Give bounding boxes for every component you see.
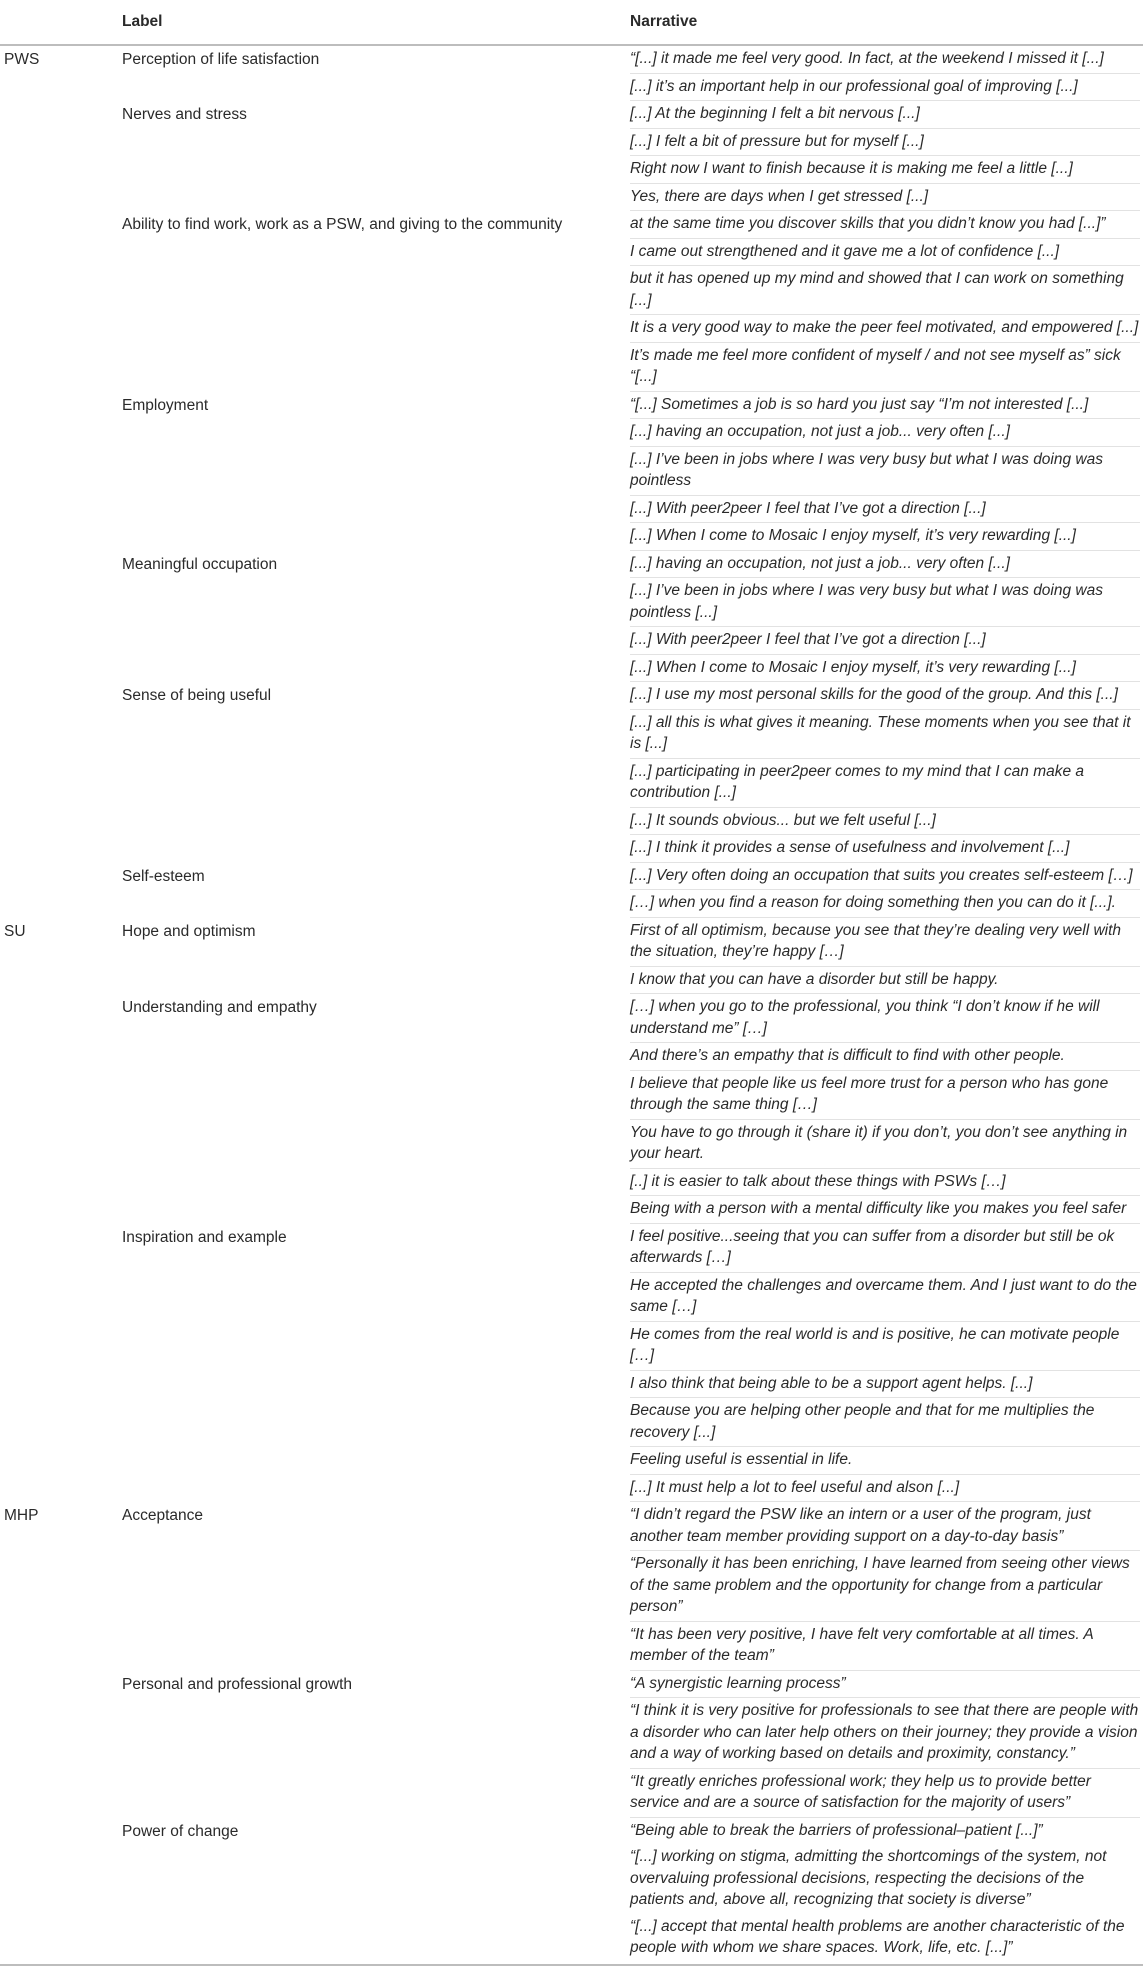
narrative-quote: I came out strengthened and it gave me a lot of confidence [...] — [630, 239, 1140, 267]
narrative-quote: “[...] Sometimes a job is so hard you just say “I’m not interested [...] — [630, 392, 1140, 420]
narrative-quote: [...] it’s an important help in our professional goal of improving [...] — [630, 74, 1140, 102]
narrative-quote: “It has been very positive, I have felt very comfortable at all times. A member of the team” — [630, 1622, 1140, 1671]
narrative-quote: Yes, there are days when I get stressed [...] — [630, 184, 1140, 212]
narrative-quote: [...] participating in peer2peer comes to my mind that I can make a contribution [...] — [630, 759, 1140, 808]
narrative-quote: [...] all this is what gives it meaning. These moments when you see that it is [...] — [630, 710, 1140, 759]
narrative-quote: [...] At the beginning I felt a bit nervous [...] — [630, 101, 1140, 129]
table-row — [0, 101, 1143, 211]
row-label: Sense of being useful — [122, 687, 272, 704]
narrative-quote: [...] With peer2peer I feel that I’ve got a direction [...] — [630, 496, 1140, 524]
narrative-quote: but it has opened up my mind and showed that I can work on something [...] — [630, 266, 1140, 315]
table-row — [0, 551, 1143, 683]
row-label: Hope and optimism — [122, 922, 256, 940]
row-label: Acceptance — [122, 1507, 203, 1524]
narrative-quote: “[...] working on stigma, admitting the shortcomings of the system, not overvaluing professional decisions, respecting the decisions of the patients and, above all, recognizing that society is diverse” — [630, 1848, 1107, 1908]
table-row — [0, 863, 1143, 918]
narrative-quote: [...] With peer2peer I feel that I’ve got a direction [...] — [630, 627, 1140, 655]
narrative-quote: [...] It must help a lot to feel useful and alson [...] — [630, 1475, 1140, 1503]
narrative-quote: It is a very good way to make the peer feel motivated, and empowered [...] — [630, 315, 1140, 343]
narrative-quote: [...] It sounds obvious... but we felt useful [...] — [630, 808, 1140, 836]
table-row — [0, 392, 1143, 551]
narrative-quote: Feeling useful is essential in life. — [630, 1447, 1140, 1475]
row-label: Self-esteem — [122, 867, 205, 885]
narrative-quote: [...] I think it provides a sense of usefulness and involvement [...] — [630, 835, 1140, 863]
narrative-quote: “[...] accept that mental health problems are another characteristic of the people with whom we share spaces. Work, life, etc. [...]” — [630, 1917, 1125, 1956]
table-row — [0, 1671, 1143, 1818]
narrative-quote: [...] When I come to Mosaic I enjoy myself, it’s very rewarding [...] — [630, 523, 1140, 551]
row-label: Employment — [122, 396, 209, 414]
narrative-quote: Right now I want to finish because it is making me feel a little [...] — [630, 156, 1140, 184]
table-row — [0, 1502, 1143, 1671]
column-header-label: Label — [122, 13, 163, 30]
table-row — [0, 211, 1143, 392]
row-label: Nerves and stress — [122, 106, 247, 123]
row-group: MHP — [4, 1507, 39, 1524]
table-header — [0, 0, 1143, 46]
narrative-quote: “I didn’t regard the PSW like an intern or a user of the program, just another team member providing support on a day-to-day basis” — [630, 1502, 1140, 1551]
narrative-quote: [...] I’ve been in jobs where I was very busy but what I was doing was pointless [...] — [630, 578, 1140, 627]
row-label: Ability to find work, work as a PSW, and giving to the community — [122, 216, 563, 233]
narrative-quote: [..] it is easier to talk about these things with PSWs […] — [630, 1169, 1140, 1197]
narrative-quote: [...] I use my most personal skills for the good of the group. And this [...] — [630, 682, 1140, 710]
table-row — [0, 994, 1143, 1224]
narrative-quote: “It greatly enriches professional work; they help us to provide better service and are a source of satisfaction for the majority of users” — [630, 1769, 1140, 1818]
narrative-quote: at the same time you discover skills that you didn’t know you had [...]” — [630, 211, 1140, 239]
narrative-quote: “I think it is very positive for professionals to see that there are people with a disorder who can later help others on their journey; they provide a vision and a way of working based on details and proximity, constancy.” — [630, 1698, 1140, 1769]
narrative-quote: […] when you find a reason for doing something then you can do it [...]. — [630, 890, 1140, 918]
narrative-quote: First of all optimism, because you see that they’re dealing very well with the situation, they’re happy […] — [630, 918, 1140, 967]
table-row — [0, 682, 1143, 863]
table-body — [0, 46, 1143, 1962]
narrative-quote: […] when you go to the professional, you think “I don’t know if he will understand me” […] — [630, 994, 1140, 1043]
table-row — [0, 918, 1143, 995]
narrative-quote: It’s made me feel more confident of myself / and not see myself as” sick “[...] — [630, 343, 1140, 392]
narrative-quote: [...] When I come to Mosaic I enjoy myself, it’s very rewarding [...] — [630, 655, 1140, 683]
narrative-quote: [...] Very often doing an occupation that suits you creates self-esteem […] — [630, 863, 1140, 891]
column-header-narrative: Narrative — [630, 13, 698, 30]
row-group: SU — [4, 922, 26, 940]
narrative-quote: [...] I felt a bit of pressure but for myself [...] — [630, 129, 1140, 157]
narrative-quote: Being with a person with a mental difficulty like you makes you feel safer — [630, 1196, 1140, 1224]
table-row — [0, 1818, 1143, 1962]
narrative-quote: Because you are helping other people and that for me multiplies the recovery [...] — [630, 1398, 1140, 1447]
narrative-quote: He comes from the real world is and is positive, he can motivate people […] — [630, 1322, 1140, 1371]
narrative-quote: “A synergistic learning process” — [630, 1671, 1140, 1699]
table-row — [0, 46, 1143, 101]
table-bottom-rule — [0, 1964, 1143, 1966]
narrative-quote: I know that you can have a disorder but still be happy. — [630, 967, 1140, 995]
narrative-quote: [...] I’ve been in jobs where I was very busy but what I was doing was pointless — [630, 447, 1140, 496]
narrative-quote: You have to go through it (share it) if you don’t, you don’t see anything in your heart. — [630, 1120, 1140, 1169]
narrative-quote: “Personally it has been enriching, I have learned from seeing other views of the same problem and the opportunity for change from a particular person” — [630, 1551, 1140, 1622]
row-label: Perception of life satisfaction — [122, 51, 320, 68]
narrative-quote: [...] having an occupation, not just a job... very often [...] — [630, 551, 1140, 579]
row-group: PWS — [4, 51, 40, 68]
narrative-quote: And there’s an empathy that is difficult to find with other people. — [630, 1043, 1140, 1071]
row-label: Power of change — [122, 1822, 239, 1840]
narrative-quote: “Being able to break the barriers of professional–patient [...]” — [630, 1821, 1043, 1839]
table-row — [0, 1224, 1143, 1503]
row-label: Understanding and empathy — [122, 999, 317, 1016]
narrative-quote: I also think that being able to be a support agent helps. [...] — [630, 1371, 1140, 1399]
row-label: Personal and professional growth — [122, 1675, 353, 1693]
narrative-quote: I believe that people like us feel more trust for a person who has gone through the same thing […] — [630, 1071, 1140, 1120]
row-label: Meaningful occupation — [122, 555, 278, 573]
narrative-quote: [...] having an occupation, not just a job... very often [...] — [630, 419, 1140, 447]
row-label: Inspiration and example — [122, 1228, 287, 1246]
narrative-quote: I feel positive...seeing that you can suffer from a disorder but still be ok afterwards […] — [630, 1224, 1140, 1273]
narrative-quote: He accepted the challenges and overcame them. And I just want to do the same […] — [630, 1273, 1140, 1322]
narrative-quote: “[...] it made me feel very good. In fact, at the weekend I missed it [...] — [630, 46, 1140, 74]
